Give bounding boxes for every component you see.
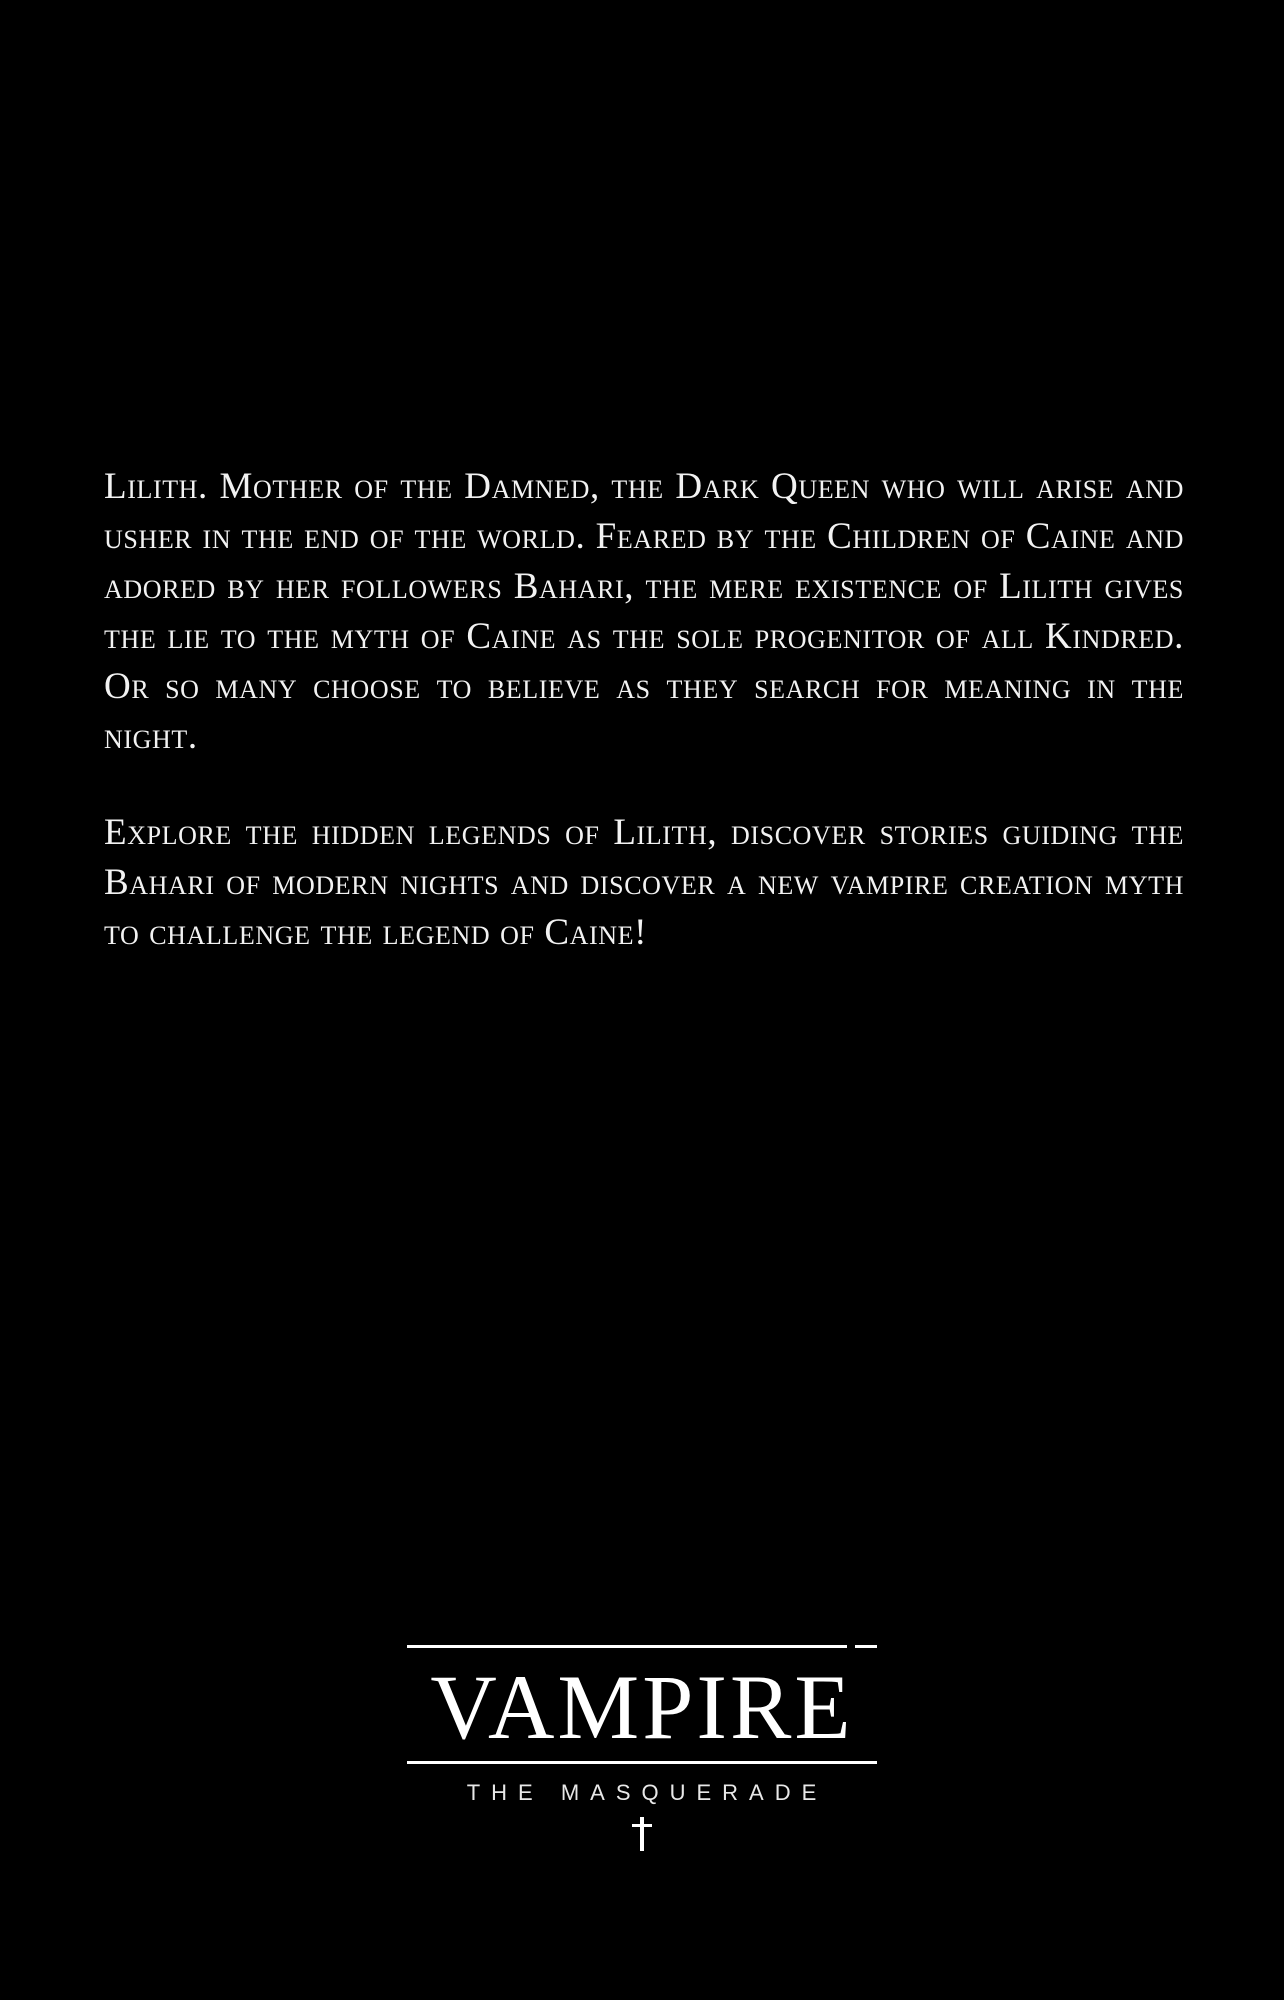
logo-title: VAMPIRE	[430, 1656, 854, 1758]
logo-subtitle: THE MASQUERADE	[466, 1780, 828, 1805]
dagger-icon	[640, 1817, 644, 1851]
logo-top-rule-tick	[855, 1645, 877, 1648]
logo-top-rule-bar	[407, 1645, 847, 1648]
blurb-text-block	[104, 462, 1184, 958]
logo-top-rule	[407, 1645, 877, 1651]
blurb-paragraph-1: Lilith. Mother of the Damned, the Dark Queen who will arise and usher in the end of the world. Feared by the Children of Caine and adored by her followers Bahari, the mere existence of Lilith gives the lie to the myth of Caine as the sole progenitor of all Kindred. Or so many choose to believe as they search for meaning in the night.	[104, 466, 1184, 757]
vampire-the-masquerade-logo	[392, 1645, 892, 1806]
logo-bottom-rule	[407, 1761, 877, 1764]
blurb-paragraph-2: Explore the hidden legends of Lilith, discover stories guiding the Bahari of modern nights and discover a new vampire creation myth to challenge the legend of Caine!	[104, 812, 1184, 953]
